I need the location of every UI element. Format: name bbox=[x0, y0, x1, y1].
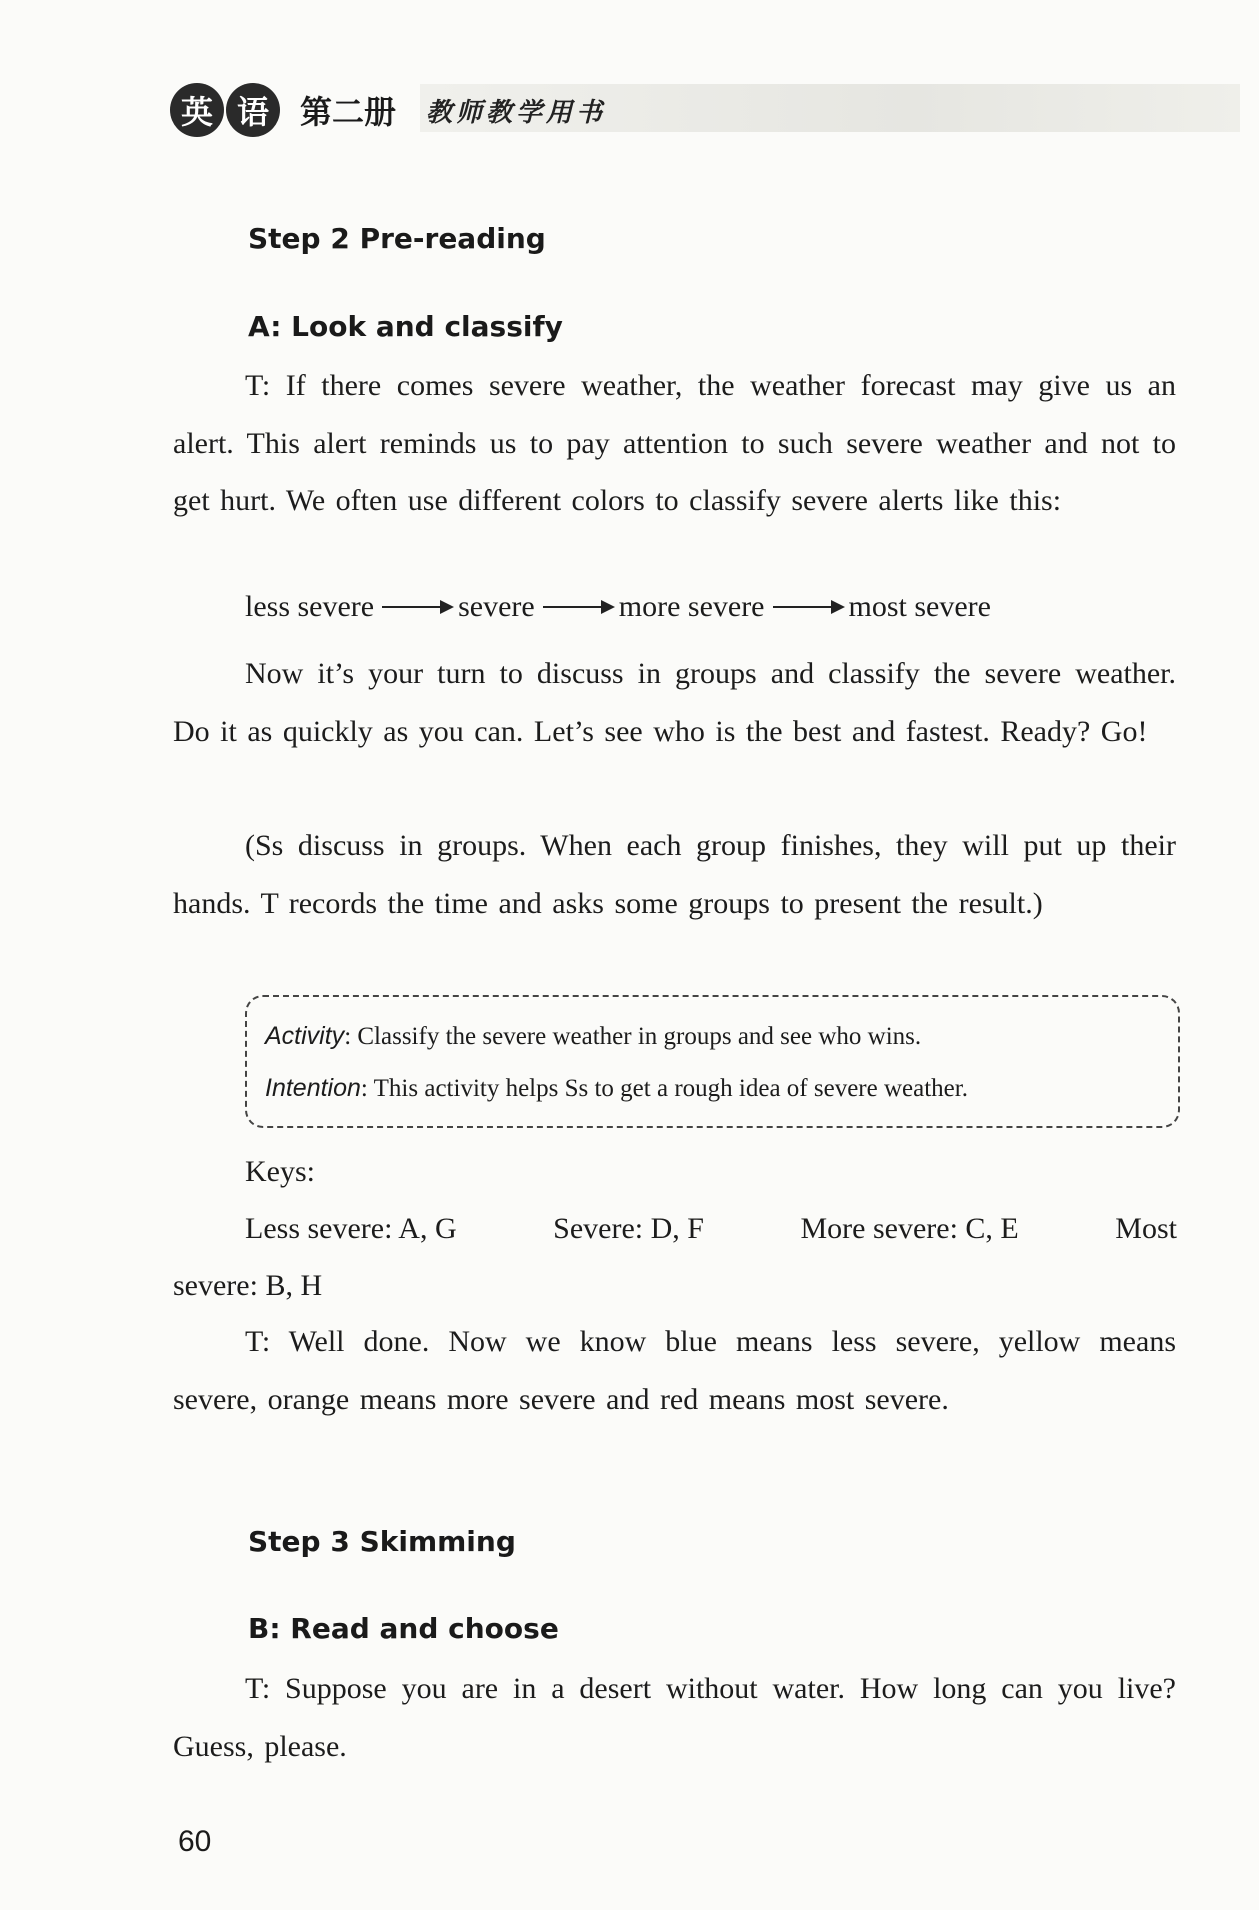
step2-paragraph-3 bbox=[173, 817, 1176, 932]
severity-scale bbox=[245, 590, 991, 624]
step2-paragraph-2 bbox=[173, 645, 1176, 760]
key-most-severe: Most bbox=[1115, 1212, 1177, 1245]
keys-row bbox=[245, 1212, 1177, 1246]
step2-subheading: A: Look and classify bbox=[248, 310, 563, 343]
step2-paragraph-1 bbox=[173, 357, 1176, 530]
page-header bbox=[170, 80, 1240, 140]
arrow-right-icon bbox=[382, 606, 452, 608]
arrow-right-icon bbox=[543, 606, 613, 608]
activity-box bbox=[245, 995, 1180, 1128]
keys-label: Keys: bbox=[245, 1155, 315, 1188]
scale-most-severe: most severe bbox=[848, 590, 991, 623]
step2-paragraph-4-text: T: Well done. Now we know blue means less severe, yellow means severe, orange means more severe and red means most severe. bbox=[173, 1325, 1176, 1416]
intention-line bbox=[265, 1074, 968, 1103]
scale-severe: severe bbox=[458, 590, 535, 623]
header-subtitle: 教师教学用书 bbox=[426, 97, 607, 128]
header-badge-ying: 英 bbox=[170, 83, 224, 137]
key-severe: Severe: D, F bbox=[553, 1212, 704, 1245]
page-number: 60 bbox=[178, 1825, 212, 1858]
intention-text: : This activity helps Ss to get a rough idea of severe weather. bbox=[360, 1075, 968, 1102]
activity-line bbox=[265, 1022, 921, 1051]
scale-more-severe: more severe bbox=[618, 590, 765, 623]
key-more-severe: More severe: C, E bbox=[800, 1212, 1019, 1245]
step2-paragraph-2-text: Now it’s your turn to discuss in groups and classify the severe weather. Do it as quickly as you can. Let’s see who is the best and fastest. Ready? Go! bbox=[173, 657, 1176, 748]
key-less-severe: Less severe: A, G bbox=[245, 1212, 457, 1245]
scale-less-severe: less severe bbox=[245, 590, 375, 623]
header-badge-yu: 语 bbox=[226, 83, 280, 137]
step2-heading: Step 2 Pre-reading bbox=[248, 222, 546, 255]
activity-text: : Classify the severe weather in groups and see who wins. bbox=[344, 1023, 922, 1050]
step3-heading: Step 3 Skimming bbox=[248, 1525, 516, 1558]
step2-paragraph-4 bbox=[173, 1313, 1176, 1428]
step2-paragraph-1-text: T: If there comes severe weather, the weather forecast may give us an alert. This alert reminds us to pay attention to such severe weather and not to get hurt. We often use different colors to classify severe alerts like this: bbox=[173, 369, 1176, 517]
step3-paragraph-1-text: T: Suppose you are in a desert without water. How long can you live? Guess, please. bbox=[173, 1672, 1176, 1763]
keys-continuation: severe: B, H bbox=[173, 1269, 323, 1302]
header-volume: 第二册 bbox=[300, 93, 397, 131]
step3-subheading: B: Read and choose bbox=[248, 1612, 559, 1645]
step3-paragraph-1 bbox=[173, 1660, 1176, 1775]
arrow-right-icon bbox=[773, 606, 843, 608]
step2-paragraph-3-text: (Ss discuss in groups. When each group finishes, they will put up their hands. T records the time and asks some groups to present the result.) bbox=[173, 829, 1176, 920]
intention-label: Intention bbox=[265, 1074, 361, 1102]
activity-label: Activity bbox=[265, 1022, 345, 1050]
